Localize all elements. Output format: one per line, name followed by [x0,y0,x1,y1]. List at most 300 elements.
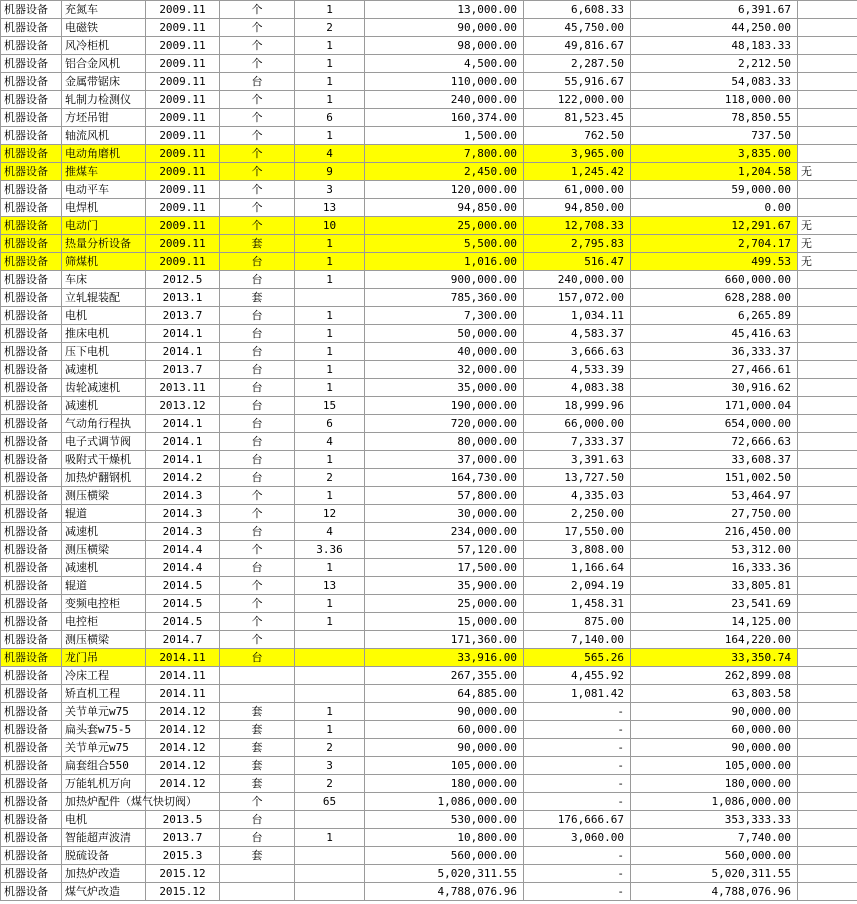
category-cell[interactable]: 机器设备 [1,307,62,325]
accumulated-depreciation-cell[interactable]: 6,608.33 [524,1,631,19]
category-cell[interactable]: 机器设备 [1,289,62,307]
accumulated-depreciation-cell[interactable]: 18,999.96 [524,397,631,415]
quantity-cell[interactable]: 1 [295,253,365,271]
net-value-cell[interactable]: 499.53 [631,253,798,271]
asset-name-cell[interactable]: 智能超声波清 [62,829,146,847]
unit-cell[interactable]: 台 [220,433,295,451]
net-value-cell[interactable]: 3,835.00 [631,145,798,163]
asset-name-cell[interactable]: 齿轮减速机 [62,379,146,397]
acquisition-date-cell[interactable]: 2014.1 [146,415,220,433]
category-cell[interactable]: 机器设备 [1,775,62,793]
category-cell[interactable]: 机器设备 [1,235,62,253]
asset-name-cell[interactable]: 矫直机工程 [62,685,146,703]
original-value-cell[interactable]: 105,000.00 [365,757,524,775]
accumulated-depreciation-cell[interactable]: 13,727.50 [524,469,631,487]
unit-cell[interactable]: 台 [220,649,295,667]
unit-cell[interactable]: 台 [220,361,295,379]
accumulated-depreciation-cell[interactable]: 94,850.00 [524,199,631,217]
unit-cell[interactable]: 个 [220,199,295,217]
quantity-cell[interactable]: 1 [295,379,365,397]
note-cell[interactable] [798,19,857,37]
net-value-cell[interactable]: 216,450.00 [631,523,798,541]
original-value-cell[interactable]: 80,000.00 [365,433,524,451]
quantity-cell[interactable]: 2 [295,469,365,487]
category-cell[interactable]: 机器设备 [1,559,62,577]
net-value-cell[interactable]: 45,416.63 [631,325,798,343]
original-value-cell[interactable]: 160,374.00 [365,109,524,127]
acquisition-date-cell[interactable]: 2014.12 [146,703,220,721]
accumulated-depreciation-cell[interactable]: 3,808.00 [524,541,631,559]
asset-name-cell[interactable]: 筛煤机 [62,253,146,271]
original-value-cell[interactable]: 64,885.00 [365,685,524,703]
acquisition-date-cell[interactable]: 2014.12 [146,739,220,757]
unit-cell[interactable]: 个 [220,91,295,109]
quantity-cell[interactable] [295,811,365,829]
category-cell[interactable]: 机器设备 [1,739,62,757]
note-cell[interactable] [798,37,857,55]
acquisition-date-cell[interactable]: 2015.3 [146,847,220,865]
original-value-cell[interactable]: 2,450.00 [365,163,524,181]
unit-cell[interactable] [220,865,295,883]
note-cell[interactable] [798,577,857,595]
acquisition-date-cell[interactable]: 2015.12 [146,865,220,883]
accumulated-depreciation-cell[interactable]: 176,666.67 [524,811,631,829]
quantity-cell[interactable]: 13 [295,577,365,595]
note-cell[interactable] [798,397,857,415]
original-value-cell[interactable]: 190,000.00 [365,397,524,415]
acquisition-date-cell[interactable]: 2014.4 [146,541,220,559]
quantity-cell[interactable]: 1 [295,361,365,379]
note-cell[interactable] [798,73,857,91]
unit-cell[interactable]: 个 [220,19,295,37]
accumulated-depreciation-cell[interactable]: 3,666.63 [524,343,631,361]
category-cell[interactable]: 机器设备 [1,523,62,541]
asset-name-cell[interactable]: 扁头套w75-5 [62,721,146,739]
asset-name-cell[interactable]: 电磁铁 [62,19,146,37]
accumulated-depreciation-cell[interactable]: 4,335.03 [524,487,631,505]
net-value-cell[interactable]: 72,666.63 [631,433,798,451]
asset-name-cell[interactable]: 充氮车 [62,1,146,19]
asset-name-cell[interactable]: 电子式调节阀 [62,433,146,451]
quantity-cell[interactable]: 1 [295,343,365,361]
net-value-cell[interactable]: 78,850.55 [631,109,798,127]
unit-cell[interactable]: 个 [220,37,295,55]
accumulated-depreciation-cell[interactable]: 7,333.37 [524,433,631,451]
category-cell[interactable]: 机器设备 [1,73,62,91]
note-cell[interactable] [798,667,857,685]
note-cell[interactable] [798,181,857,199]
net-value-cell[interactable]: 6,265.89 [631,307,798,325]
category-cell[interactable]: 机器设备 [1,433,62,451]
unit-cell[interactable]: 台 [220,325,295,343]
net-value-cell[interactable]: 2,212.50 [631,55,798,73]
net-value-cell[interactable]: 63,803.58 [631,685,798,703]
original-value-cell[interactable]: 7,800.00 [365,145,524,163]
unit-cell[interactable]: 个 [220,487,295,505]
original-value-cell[interactable]: 240,000.00 [365,91,524,109]
net-value-cell[interactable]: 44,250.00 [631,19,798,37]
quantity-cell[interactable]: 9 [295,163,365,181]
quantity-cell[interactable]: 1 [295,829,365,847]
original-value-cell[interactable]: 94,850.00 [365,199,524,217]
quantity-cell[interactable]: 3 [295,181,365,199]
acquisition-date-cell[interactable]: 2009.11 [146,127,220,145]
original-value-cell[interactable]: 35,900.00 [365,577,524,595]
note-cell[interactable] [798,109,857,127]
acquisition-date-cell[interactable]: 2014.5 [146,577,220,595]
category-cell[interactable]: 机器设备 [1,181,62,199]
asset-name-cell[interactable]: 测压横梁 [62,631,146,649]
net-value-cell[interactable]: 33,608.37 [631,451,798,469]
acquisition-date-cell[interactable]: 2009.11 [146,73,220,91]
net-value-cell[interactable]: 105,000.00 [631,757,798,775]
acquisition-date-cell[interactable]: 2009.11 [146,163,220,181]
net-value-cell[interactable]: 118,000.00 [631,91,798,109]
quantity-cell[interactable]: 1 [295,37,365,55]
unit-cell[interactable]: 个 [220,181,295,199]
unit-cell[interactable]: 套 [220,847,295,865]
quantity-cell[interactable]: 6 [295,109,365,127]
category-cell[interactable]: 机器设备 [1,253,62,271]
unit-cell[interactable]: 台 [220,271,295,289]
net-value-cell[interactable]: 90,000.00 [631,739,798,757]
net-value-cell[interactable]: 53,464.97 [631,487,798,505]
net-value-cell[interactable]: 33,805.81 [631,577,798,595]
unit-cell[interactable]: 个 [220,217,295,235]
acquisition-date-cell[interactable]: 2014.1 [146,325,220,343]
note-cell[interactable] [798,271,857,289]
accumulated-depreciation-cell[interactable]: 1,166.64 [524,559,631,577]
note-cell[interactable] [798,415,857,433]
accumulated-depreciation-cell[interactable]: 2,250.00 [524,505,631,523]
acquisition-date-cell[interactable]: 2009.11 [146,145,220,163]
accumulated-depreciation-cell[interactable]: 762.50 [524,127,631,145]
unit-cell[interactable]: 台 [220,253,295,271]
quantity-cell[interactable]: 1 [295,703,365,721]
unit-cell[interactable]: 个 [220,1,295,19]
unit-cell[interactable] [220,667,295,685]
note-cell[interactable]: 无 [798,235,857,253]
net-value-cell[interactable]: 560,000.00 [631,847,798,865]
original-value-cell[interactable]: 17,500.00 [365,559,524,577]
acquisition-date-cell[interactable]: 2009.11 [146,1,220,19]
quantity-cell[interactable]: 1 [295,307,365,325]
quantity-cell[interactable]: 1 [295,73,365,91]
accumulated-depreciation-cell[interactable]: - [524,721,631,739]
asset-name-cell[interactable]: 加热炉配件（煤气快切阀） [62,793,146,811]
category-cell[interactable]: 机器设备 [1,325,62,343]
category-cell[interactable]: 机器设备 [1,361,62,379]
acquisition-date-cell[interactable]: 2014.3 [146,505,220,523]
quantity-cell[interactable] [295,847,365,865]
quantity-cell[interactable]: 1 [295,1,365,19]
unit-cell[interactable]: 台 [220,307,295,325]
quantity-cell[interactable]: 1 [295,127,365,145]
note-cell[interactable] [798,379,857,397]
acquisition-date-cell[interactable]: 2009.11 [146,91,220,109]
note-cell[interactable] [798,649,857,667]
unit-cell[interactable]: 套 [220,721,295,739]
asset-name-cell[interactable]: 风冷柜机 [62,37,146,55]
unit-cell[interactable]: 个 [220,127,295,145]
accumulated-depreciation-cell[interactable]: 2,094.19 [524,577,631,595]
asset-name-cell[interactable]: 铝合金风机 [62,55,146,73]
asset-name-cell[interactable]: 变频电控柜 [62,595,146,613]
accumulated-depreciation-cell[interactable]: - [524,793,631,811]
net-value-cell[interactable]: 1,204.58 [631,163,798,181]
note-cell[interactable] [798,451,857,469]
accumulated-depreciation-cell[interactable]: - [524,775,631,793]
original-value-cell[interactable]: 5,500.00 [365,235,524,253]
quantity-cell[interactable] [295,631,365,649]
original-value-cell[interactable]: 32,000.00 [365,361,524,379]
net-value-cell[interactable]: 90,000.00 [631,703,798,721]
acquisition-date-cell[interactable]: 2014.1 [146,343,220,361]
asset-name-cell[interactable]: 减速机 [62,361,146,379]
category-cell[interactable]: 机器设备 [1,1,62,19]
asset-name-cell[interactable]: 立轧辊装配 [62,289,146,307]
asset-name-cell[interactable]: 脱硫设备 [62,847,146,865]
quantity-cell[interactable]: 1 [295,55,365,73]
acquisition-date-cell[interactable]: 2014.4 [146,559,220,577]
category-cell[interactable]: 机器设备 [1,721,62,739]
original-value-cell[interactable]: 33,916.00 [365,649,524,667]
note-cell[interactable] [798,523,857,541]
net-value-cell[interactable]: 628,288.00 [631,289,798,307]
accumulated-depreciation-cell[interactable]: 3,391.63 [524,451,631,469]
accumulated-depreciation-cell[interactable]: 17,550.00 [524,523,631,541]
note-cell[interactable] [798,847,857,865]
unit-cell[interactable]: 台 [220,811,295,829]
acquisition-date-cell[interactable]: 2014.3 [146,523,220,541]
asset-name-cell[interactable]: 电动门 [62,217,146,235]
asset-name-cell[interactable]: 电控柜 [62,613,146,631]
note-cell[interactable] [798,433,857,451]
unit-cell[interactable]: 台 [220,829,295,847]
accumulated-depreciation-cell[interactable]: 12,708.33 [524,217,631,235]
note-cell[interactable] [798,487,857,505]
accumulated-depreciation-cell[interactable]: 875.00 [524,613,631,631]
asset-name-cell[interactable]: 电机 [62,307,146,325]
net-value-cell[interactable]: 0.00 [631,199,798,217]
unit-cell[interactable]: 台 [220,523,295,541]
quantity-cell[interactable]: 1 [295,91,365,109]
asset-name-cell[interactable]: 测压横梁 [62,487,146,505]
unit-cell[interactable]: 台 [220,73,295,91]
accumulated-depreciation-cell[interactable]: 3,965.00 [524,145,631,163]
note-cell[interactable] [798,613,857,631]
category-cell[interactable]: 机器设备 [1,379,62,397]
quantity-cell[interactable]: 6 [295,415,365,433]
quantity-cell[interactable]: 1 [295,325,365,343]
note-cell[interactable]: 无 [798,253,857,271]
acquisition-date-cell[interactable]: 2014.1 [146,451,220,469]
asset-name-cell[interactable]: 压下电机 [62,343,146,361]
original-value-cell[interactable]: 25,000.00 [365,217,524,235]
original-value-cell[interactable]: 13,000.00 [365,1,524,19]
net-value-cell[interactable]: 30,916.62 [631,379,798,397]
quantity-cell[interactable]: 1 [295,235,365,253]
original-value-cell[interactable]: 40,000.00 [365,343,524,361]
note-cell[interactable] [798,361,857,379]
note-cell[interactable] [798,775,857,793]
acquisition-date-cell[interactable]: 2014.12 [146,757,220,775]
quantity-cell[interactable]: 4 [295,145,365,163]
unit-cell[interactable] [220,883,295,901]
acquisition-date-cell[interactable]: 2014.11 [146,649,220,667]
unit-cell[interactable]: 台 [220,451,295,469]
accumulated-depreciation-cell[interactable]: 81,523.45 [524,109,631,127]
net-value-cell[interactable]: 151,002.50 [631,469,798,487]
acquisition-date-cell[interactable]: 2014.5 [146,613,220,631]
net-value-cell[interactable]: 53,312.00 [631,541,798,559]
original-value-cell[interactable]: 4,788,076.96 [365,883,524,901]
unit-cell[interactable]: 个 [220,109,295,127]
acquisition-date-cell[interactable]: 2015.12 [146,883,220,901]
quantity-cell[interactable]: 1 [295,559,365,577]
original-value-cell[interactable]: 1,016.00 [365,253,524,271]
quantity-cell[interactable]: 10 [295,217,365,235]
original-value-cell[interactable]: 37,000.00 [365,451,524,469]
acquisition-date-cell[interactable]: 2009.11 [146,109,220,127]
asset-name-cell[interactable]: 煤气炉改造 [62,883,146,901]
asset-name-cell[interactable]: 吸附式干燥机 [62,451,146,469]
original-value-cell[interactable]: 57,120.00 [365,541,524,559]
category-cell[interactable]: 机器设备 [1,685,62,703]
category-cell[interactable]: 机器设备 [1,145,62,163]
unit-cell[interactable]: 台 [220,397,295,415]
note-cell[interactable] [798,811,857,829]
original-value-cell[interactable]: 1,500.00 [365,127,524,145]
original-value-cell[interactable]: 234,000.00 [365,523,524,541]
unit-cell[interactable]: 个 [220,541,295,559]
original-value-cell[interactable]: 10,800.00 [365,829,524,847]
unit-cell[interactable]: 台 [220,559,295,577]
original-value-cell[interactable]: 98,000.00 [365,37,524,55]
original-value-cell[interactable]: 57,800.00 [365,487,524,505]
accumulated-depreciation-cell[interactable]: 516.47 [524,253,631,271]
acquisition-date-cell[interactable]: 2013.12 [146,397,220,415]
acquisition-date-cell[interactable]: 2014.3 [146,487,220,505]
accumulated-depreciation-cell[interactable]: 122,000.00 [524,91,631,109]
acquisition-date-cell[interactable]: 2014.2 [146,469,220,487]
acquisition-date-cell[interactable]: 2013.11 [146,379,220,397]
original-value-cell[interactable]: 35,000.00 [365,379,524,397]
category-cell[interactable]: 机器设备 [1,865,62,883]
accumulated-depreciation-cell[interactable]: 1,034.11 [524,307,631,325]
original-value-cell[interactable]: 171,360.00 [365,631,524,649]
asset-name-cell[interactable]: 辊道 [62,577,146,595]
original-value-cell[interactable]: 110,000.00 [365,73,524,91]
unit-cell[interactable]: 套 [220,703,295,721]
accumulated-depreciation-cell[interactable]: 45,750.00 [524,19,631,37]
asset-name-cell[interactable]: 气动角行程执 [62,415,146,433]
category-cell[interactable]: 机器设备 [1,703,62,721]
asset-name-cell[interactable]: 电机 [62,811,146,829]
accumulated-depreciation-cell[interactable]: 4,083.38 [524,379,631,397]
net-value-cell[interactable]: 27,750.00 [631,505,798,523]
category-cell[interactable]: 机器设备 [1,811,62,829]
net-value-cell[interactable]: 14,125.00 [631,613,798,631]
asset-name-cell[interactable]: 方坯吊钳 [62,109,146,127]
category-cell[interactable]: 机器设备 [1,595,62,613]
accumulated-depreciation-cell[interactable]: - [524,847,631,865]
original-value-cell[interactable]: 15,000.00 [365,613,524,631]
asset-name-cell[interactable]: 推床电机 [62,325,146,343]
accumulated-depreciation-cell[interactable]: 55,916.67 [524,73,631,91]
quantity-cell[interactable]: 13 [295,199,365,217]
original-value-cell[interactable]: 25,000.00 [365,595,524,613]
note-cell[interactable]: 无 [798,217,857,235]
acquisition-date-cell[interactable]: 2009.11 [146,181,220,199]
note-cell[interactable] [798,703,857,721]
note-cell[interactable] [798,721,857,739]
original-value-cell[interactable]: 267,355.00 [365,667,524,685]
original-value-cell[interactable]: 530,000.00 [365,811,524,829]
unit-cell[interactable]: 套 [220,235,295,253]
note-cell[interactable] [798,91,857,109]
note-cell[interactable] [798,757,857,775]
asset-name-cell[interactable]: 扁套组合550 [62,757,146,775]
asset-name-cell[interactable]: 电焊机 [62,199,146,217]
original-value-cell[interactable]: 900,000.00 [365,271,524,289]
acquisition-date-cell[interactable]: 2014.5 [146,595,220,613]
acquisition-date-cell[interactable]: 2009.11 [146,217,220,235]
original-value-cell[interactable]: 4,500.00 [365,55,524,73]
asset-name-cell[interactable]: 轴流风机 [62,127,146,145]
net-value-cell[interactable]: 660,000.00 [631,271,798,289]
acquisition-date-cell[interactable]: 2014.1 [146,433,220,451]
category-cell[interactable]: 机器设备 [1,199,62,217]
accumulated-depreciation-cell[interactable]: 4,533.39 [524,361,631,379]
asset-name-cell[interactable]: 关节单元w75 [62,703,146,721]
category-cell[interactable]: 机器设备 [1,109,62,127]
net-value-cell[interactable]: 262,899.08 [631,667,798,685]
net-value-cell[interactable]: 1,086,000.00 [631,793,798,811]
asset-name-cell[interactable]: 轧制力检测仪 [62,91,146,109]
note-cell[interactable] [798,55,857,73]
original-value-cell[interactable]: 60,000.00 [365,721,524,739]
net-value-cell[interactable]: 6,391.67 [631,1,798,19]
category-cell[interactable]: 机器设备 [1,397,62,415]
net-value-cell[interactable]: 54,083.33 [631,73,798,91]
net-value-cell[interactable]: 12,291.67 [631,217,798,235]
net-value-cell[interactable]: 36,333.37 [631,343,798,361]
unit-cell[interactable]: 台 [220,415,295,433]
acquisition-date-cell[interactable]: 2014.12 [146,775,220,793]
quantity-cell[interactable] [295,865,365,883]
category-cell[interactable]: 机器设备 [1,613,62,631]
unit-cell[interactable]: 套 [220,289,295,307]
note-cell[interactable] [798,307,857,325]
acquisition-date-cell[interactable]: 2014.11 [146,685,220,703]
net-value-cell[interactable]: 27,466.61 [631,361,798,379]
category-cell[interactable]: 机器设备 [1,91,62,109]
asset-name-cell[interactable]: 推煤车 [62,163,146,181]
accumulated-depreciation-cell[interactable]: 7,140.00 [524,631,631,649]
asset-name-cell[interactable]: 冷床工程 [62,667,146,685]
acquisition-date-cell[interactable]: 2009.11 [146,199,220,217]
category-cell[interactable]: 机器设备 [1,829,62,847]
note-cell[interactable] [798,865,857,883]
category-cell[interactable]: 机器设备 [1,577,62,595]
accumulated-depreciation-cell[interactable]: - [524,865,631,883]
quantity-cell[interactable]: 2 [295,739,365,757]
original-value-cell[interactable]: 5,020,311.55 [365,865,524,883]
acquisition-date-cell[interactable]: 2013.7 [146,829,220,847]
net-value-cell[interactable]: 5,020,311.55 [631,865,798,883]
quantity-cell[interactable]: 65 [295,793,365,811]
